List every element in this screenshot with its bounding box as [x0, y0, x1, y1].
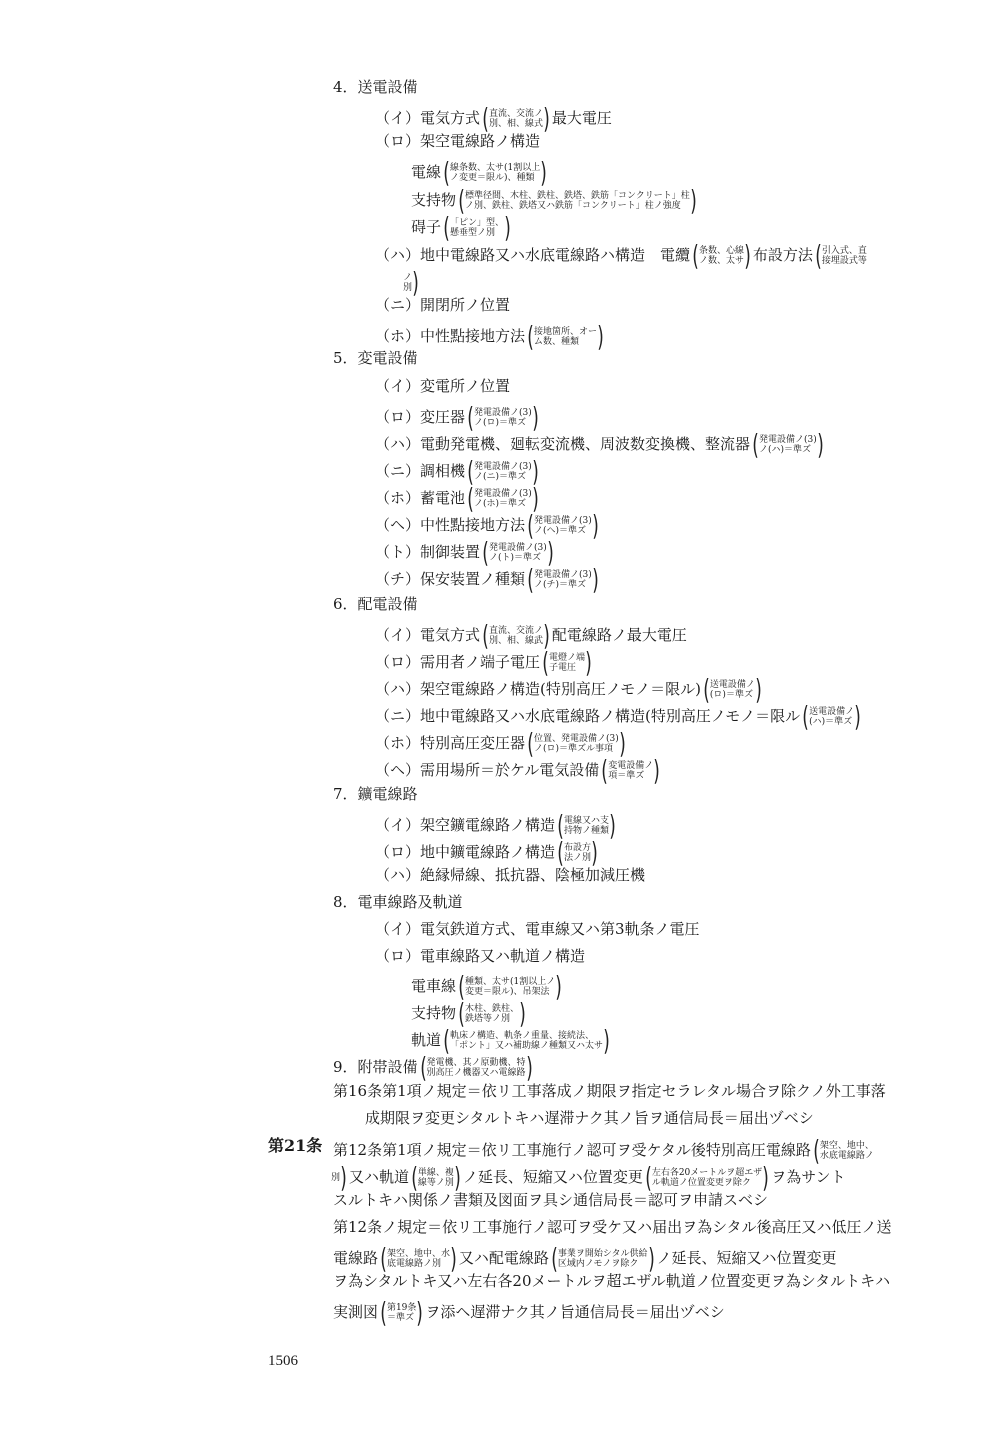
- s4-item-ha-cont: ノ 別 ): [403, 266, 419, 299]
- s6-item: （ハ）架空電線路ノ構造(特別高圧ノモノ＝限ル)( 送電設備ノ (ロ)＝準ズ ): [375, 673, 762, 706]
- article-21-para2-line3: ヲ為シタルトキ又ハ左右各20メートルヲ超エザル軌道ノ位置変更ヲ為シタルトキハ: [333, 1272, 891, 1290]
- article-21-label: 第21条: [268, 1136, 323, 1155]
- s8-item-i: （イ）電気鉄道方式、電車線又ハ第3軌条ノ電圧: [375, 920, 700, 938]
- s5-item: （イ）変電所ノ位置: [375, 377, 511, 395]
- paragraph-16-line1: 第16条第1項ノ規定＝依リ工事落成ノ期限ヲ指定セラレタル場合ヲ除クノ外工事落: [333, 1082, 886, 1100]
- s5-item: （ニ）調相機( 発電設備ノ(3) ノ(ニ)＝準ズ ): [375, 455, 539, 488]
- s7-item: （ハ）絶縁帰線、抵抗器、陰極加減圧機: [375, 866, 646, 884]
- s4-item-ni: （ニ）開閉所ノ位置: [375, 296, 511, 314]
- s4-item-ho: （ホ）中性點接地方法( 接地箇所、オー ム数、種類 ): [375, 320, 604, 353]
- s4-wire: 電線( 線条数、太サ(1割以上 ノ変更＝限ル)、種類 ): [411, 156, 547, 189]
- s5-item: （ヘ）中性點接地方法( 発電設備ノ(3) ノ(ヘ)＝準ズ ): [375, 509, 599, 542]
- s4-item-ro: （ロ）架空電線路ノ構造: [375, 132, 541, 150]
- s5-item: （ト）制御装置( 発電設備ノ(3) ノ(ト)＝準ズ ): [375, 536, 554, 569]
- s5-item: （ハ）電動発電機、廻転変流機、周波数変換機、整流器( 発電設備ノ(3) ノ(ハ)＝準ズ ): [375, 428, 824, 461]
- s8-sub: 軌道( 軌床ノ構造、軌条ノ重量、接続法、 「ポント」又ハ補助線ノ種類又ハ太サ ): [411, 1024, 610, 1057]
- article-21-line1: 第12条第1項ノ規定＝依リ工事施行ノ認可ヲ受ケタル後特別高圧電線路( 架空、地中、 水底電線路ノ: [333, 1134, 874, 1167]
- s6-item: （ロ）需用者ノ端子電圧( 電燈ノ端 子電圧 ): [375, 646, 592, 679]
- section-6-heading: 6．配電設備: [333, 595, 418, 613]
- s5-item: （ロ）変圧器( 発電設備ノ(3) ノ(ロ)＝準ズ ): [375, 401, 539, 434]
- section-4-heading: 4．送電設備: [333, 78, 418, 96]
- s7-item: （ロ）地中鑛電線路ノ構造( 布設方 法ノ別 ): [375, 836, 598, 869]
- article-21-para2-line1: 第12条ノ規定＝依リ工事施行ノ認可ヲ受ケ又ハ届出ヲ為シタル後高圧又ハ低圧ノ送: [333, 1218, 892, 1236]
- s4-insulator: 碍子( 「ピン」型、 懸垂型ノ別 ): [411, 211, 511, 244]
- article-21-para2-line2: 電線路( 架空、地中、水 底電線路ノ別 ) 又ハ配電線路( 事業ヲ開始シタル供給 区域内ノモノヲ除ク ) ノ延長、短縮又ハ位置変更: [333, 1242, 837, 1275]
- article-21-para2-line4: 実測図( 第19条 ＝準ズ ) ヲ添ヘ遅滞ナク其ノ旨通信局長＝届出ヅベシ: [333, 1296, 725, 1329]
- s6-item: （ホ）特別高圧変圧器( 位置、発電設備ノ(3) ノ(ロ)＝準ズル事項 ): [375, 727, 626, 760]
- article-21-line2: 別 ) 又ハ軌道( 単線、複 線等ノ別 ) ノ延長、短縮又ハ位置変更( 左右各20メートルヲ超エザ ル軌道ノ位置変更ヲ除ク ) ヲ為サント: [331, 1161, 846, 1194]
- s6-item: （イ）電気方式( 直流、交流ノ 別、相、線武 ) 配電線路ノ最大電圧: [375, 619, 687, 652]
- s4-support: 支持物( 標準径間、木柱、鉄柱、鉄塔、鉄筋「コンクリート」柱 ノ別、鉄柱、鉄塔又ハ鉄筋「コンクリート」柱ノ強度 ): [411, 184, 697, 217]
- s5-item: （チ）保安装置ノ種類( 発電設備ノ(3) ノ(チ)＝準ズ ): [375, 563, 599, 596]
- s6-item: （ヘ）需用場所＝於ケル電気設備( 変電設備ノ 項＝準ズ ): [375, 754, 660, 787]
- s5-item: （ホ）蓄電池( 発電設備ノ(3) ノ(ホ)＝準ズ ): [375, 482, 539, 515]
- article-21-line3: スルトキハ関係ノ書類及図面ヲ具シ通信局長＝認可ヲ申請スベシ: [333, 1191, 769, 1209]
- s8-sub: 支持物( 木柱、鉄柱、 鉄塔等ノ別 ): [411, 997, 526, 1030]
- section-8-heading: 8．電車線路及軌道: [333, 893, 463, 911]
- s4-item-ha: （ハ）地中電線路又ハ水底電線路ハ構造 電纜( 条数、心線 ノ数、太サ ) 布設方法( 引入式、直 接埋設式等: [375, 239, 867, 272]
- s8-sub: 電車線( 種類、太サ(1割以上ノ 変更＝限ル)、吊架法 ): [411, 970, 562, 1003]
- section-9-heading: 9．附帯設備( 発電機、其ノ原動機、特 別高圧ノ機器又ハ電線路 ): [333, 1051, 533, 1084]
- section-5-heading: 5．変電設備: [333, 349, 418, 367]
- s8-item-ro: （ロ）電車線路又ハ軌道ノ構造: [375, 947, 586, 965]
- s7-item: （イ）架空鑛電線路ノ構造( 電線又ハ支 持物ノ種類 ): [375, 809, 616, 842]
- section-7-heading: 7．鑛電線路: [333, 785, 418, 803]
- s4-item-i: （イ）電気方式( 直流、交流ノ 別、相、線式 ) 最大電圧: [375, 102, 612, 135]
- page-number: 1506: [268, 1353, 298, 1369]
- paragraph-16-line2: 成期限ヲ変更シタルトキハ遅滞ナク其ノ旨ヲ通信局長＝届出ヅベシ: [365, 1109, 814, 1127]
- s6-item: （ニ）地中電線路又ハ水底電線路ノ構造(特別高圧ノモノ＝限ル( 送電設備ノ (ハ)＝準ズ ): [375, 700, 861, 733]
